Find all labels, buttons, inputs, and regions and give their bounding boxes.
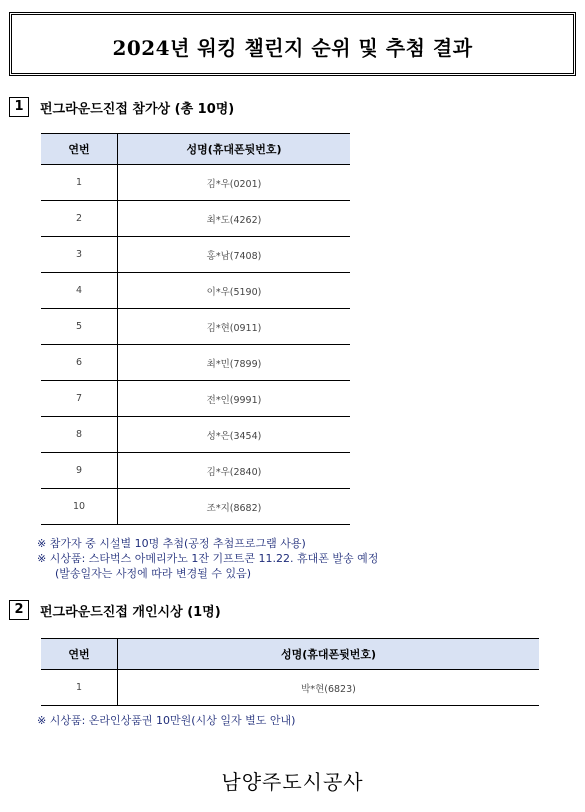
row-number: 4 [41, 273, 118, 309]
document-title: 2024년 워킹 챌린지 순위 및 추첨 결과 [112, 36, 473, 60]
row-name: 전*인(9991) [118, 381, 351, 417]
note-prize: ※ 시상품: 스타벅스 아메리카노 1잔 기프트콘 11.22. 휴대폰 발송 예정 [37, 552, 379, 565]
row-number: 2 [41, 201, 118, 237]
organization-name: 남양주도시공사 [221, 770, 364, 794]
note-prize: ※ 시상품: 온라인상품권 10만원(시상 일자 별도 안내) [37, 714, 296, 727]
note-delivery-change: (발송일자는 사정에 따라 변경될 수 있음) [55, 567, 252, 580]
table-row [41, 237, 350, 273]
participant-table [41, 133, 350, 525]
table-header-row [41, 639, 539, 670]
title-box [9, 12, 576, 76]
column-header-name: 성명(휴대폰뒷번호) [118, 134, 351, 165]
table-row [41, 201, 350, 237]
row-name: 성*은(3454) [118, 417, 351, 453]
section-1-number: 1 [9, 97, 29, 117]
table-row [41, 273, 350, 309]
column-header-number: 연번 [41, 134, 118, 165]
table-row [41, 381, 350, 417]
row-name: 김*현(0911) [118, 309, 351, 345]
section-1-notes [37, 536, 378, 581]
table-row [41, 453, 350, 489]
table-row [41, 670, 539, 706]
table-row [41, 309, 350, 345]
row-name: 김*우(0201) [118, 165, 351, 201]
table-row [41, 345, 350, 381]
section-2-notes [37, 713, 295, 728]
row-name: 박*현(6823) [118, 670, 540, 706]
table-header-row [41, 134, 350, 165]
row-name: 이*우(5190) [118, 273, 351, 309]
row-number: 3 [41, 237, 118, 273]
note-draw-method: ※ 참가자 중 시설별 10명 추첨(공정 추첨프로그램 사용) [37, 537, 306, 550]
column-header-number: 연번 [41, 639, 118, 670]
row-name: 홍*남(7408) [118, 237, 351, 273]
row-number: 1 [41, 165, 118, 201]
table-row [41, 165, 350, 201]
row-number: 7 [41, 381, 118, 417]
table-row [41, 489, 350, 525]
row-number: 5 [41, 309, 118, 345]
individual-award-table [41, 638, 539, 706]
row-name: 최*민(7899) [118, 345, 351, 381]
row-name: 조*지(8682) [118, 489, 351, 525]
row-name: 최*도(4262) [118, 201, 351, 237]
row-number: 1 [41, 670, 118, 706]
section-1-title: 펀그라운드진접 참가상 (총 10명) [40, 102, 235, 117]
row-name: 김*우(2840) [118, 453, 351, 489]
section-2-title: 펀그라운드진접 개인시상 (1명) [40, 605, 221, 620]
row-number: 10 [41, 489, 118, 525]
table-row [41, 417, 350, 453]
row-number: 8 [41, 417, 118, 453]
section-2-number: 2 [9, 600, 29, 620]
row-number: 6 [41, 345, 118, 381]
row-number: 9 [41, 453, 118, 489]
column-header-name: 성명(휴대폰뒷번호) [118, 639, 540, 670]
